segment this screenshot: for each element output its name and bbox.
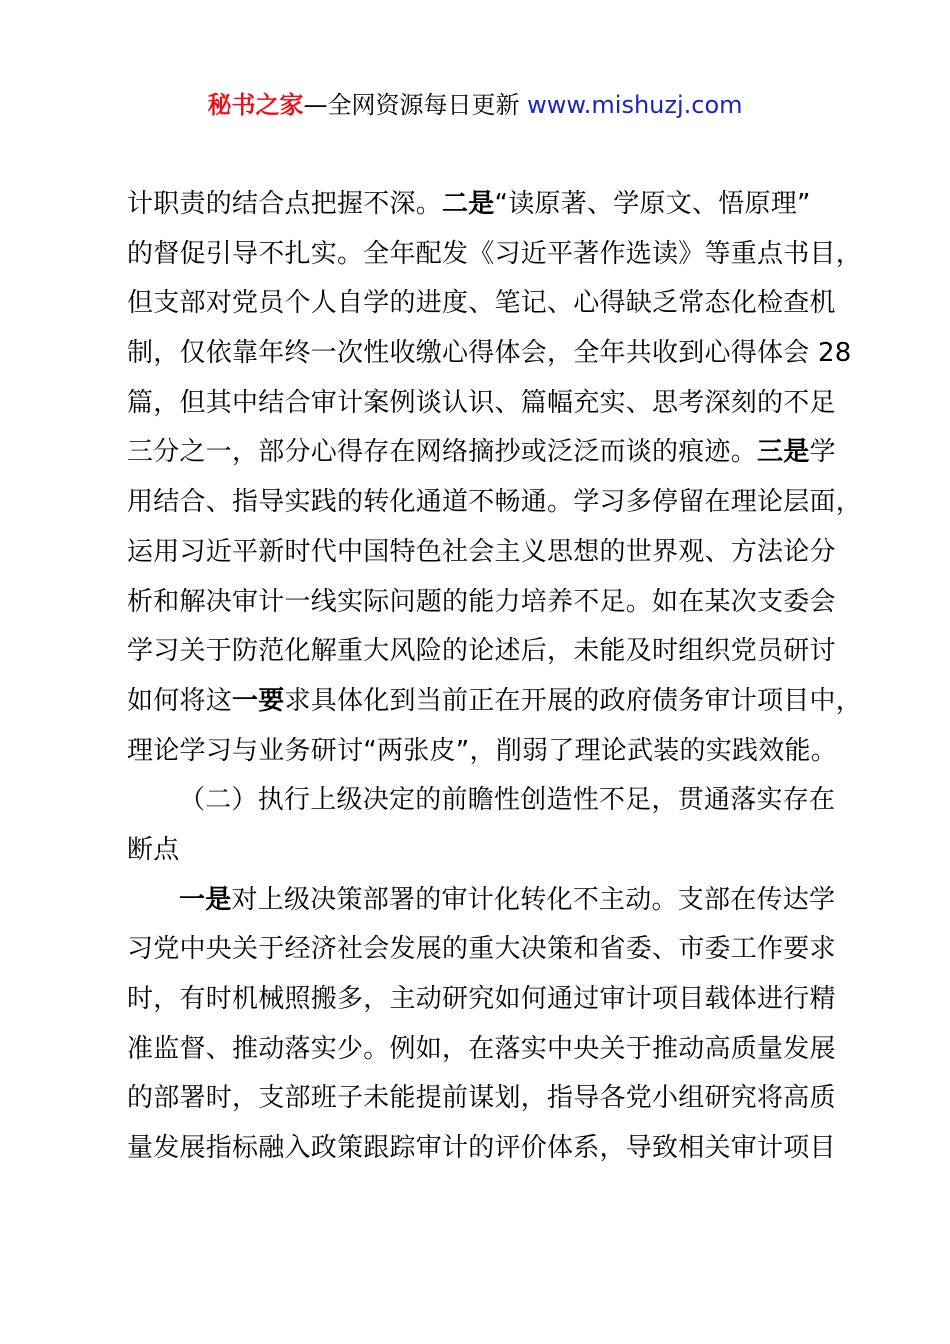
header-tagline: —全网资源每日更新	[303, 91, 528, 119]
text-line: 准监督、推动落实少。例如，在落实中央关于推动高质量发展	[127, 1033, 836, 1064]
text-line: 如何将这一要求具体化到当前正在开展的政府债务审计项目中，	[127, 685, 863, 716]
text-line: 的督促引导不扎实。全年配发《习近平著作选读》等重点书目，	[127, 238, 863, 269]
emphasis-label: 一是	[179, 884, 232, 915]
emphasis-label: 三是	[757, 437, 810, 468]
document-body	[127, 180, 863, 1174]
site-header	[0, 88, 950, 122]
emphasis-label: 一要	[232, 685, 285, 716]
text-line: 析和解决审计一线实际问题的能力培养不足。如在某次支委会	[127, 586, 836, 617]
site-url-link[interactable]: www.mishuzj.com	[527, 91, 743, 119]
text-line: 运用习近平新时代中国特色社会主义思想的世界观、方法论分	[127, 536, 836, 567]
text-line: 学习关于防范化解重大风险的论述后，未能及时组织党员研讨	[127, 636, 836, 667]
text-line: 用结合、指导实践的转化通道不畅通。学习多停留在理论层面，	[127, 487, 863, 518]
text-line: 三分之一，部分心得存在网络摘抄或泛泛而谈的痕迹。三是学	[127, 437, 836, 468]
text-line: 时，有时机械照搬多，主动研究如何通过审计项目载体进行精	[127, 984, 836, 1014]
text-line: 量发展指标融入政策跟踪审计的评价体系，导致相关审计项目	[127, 1133, 836, 1164]
text-line: 计职责的结合点把握不深。二是“读原著、学原文、悟原理”	[127, 189, 811, 219]
text-line: 习党中央关于经济社会发展的重大决策和省委、市委工作要求	[127, 934, 836, 965]
text-line: 但支部对党员个人自学的进度、笔记、心得缺乏常态化检查机	[127, 288, 836, 319]
text-line: 制，仅依靠年终一次性收缴心得体会，全年共收到心得体会 28	[127, 338, 852, 369]
emphasis-label: 二是	[442, 189, 495, 219]
text-line: 理论学习与业务研讨“两张皮”，削弱了理论武装的实践效能。	[127, 735, 837, 766]
section-heading-line: 断点	[127, 834, 180, 865]
text-line: 的部署时，支部班子未能提前谋划，指导各党小组研究将高质	[127, 1083, 836, 1114]
section-heading-line: （二）执行上级决定的前瞻性创造性不足，贯通落实存在	[179, 785, 836, 816]
text-line: 篇，但其中结合审计案例谈认识、篇幅充实、思考深刻的不足	[127, 387, 836, 418]
brand-name: 秘书之家	[207, 91, 304, 119]
text-line: 一是对上级决策部署的审计化转化不主动。支部在传达学	[179, 884, 836, 915]
